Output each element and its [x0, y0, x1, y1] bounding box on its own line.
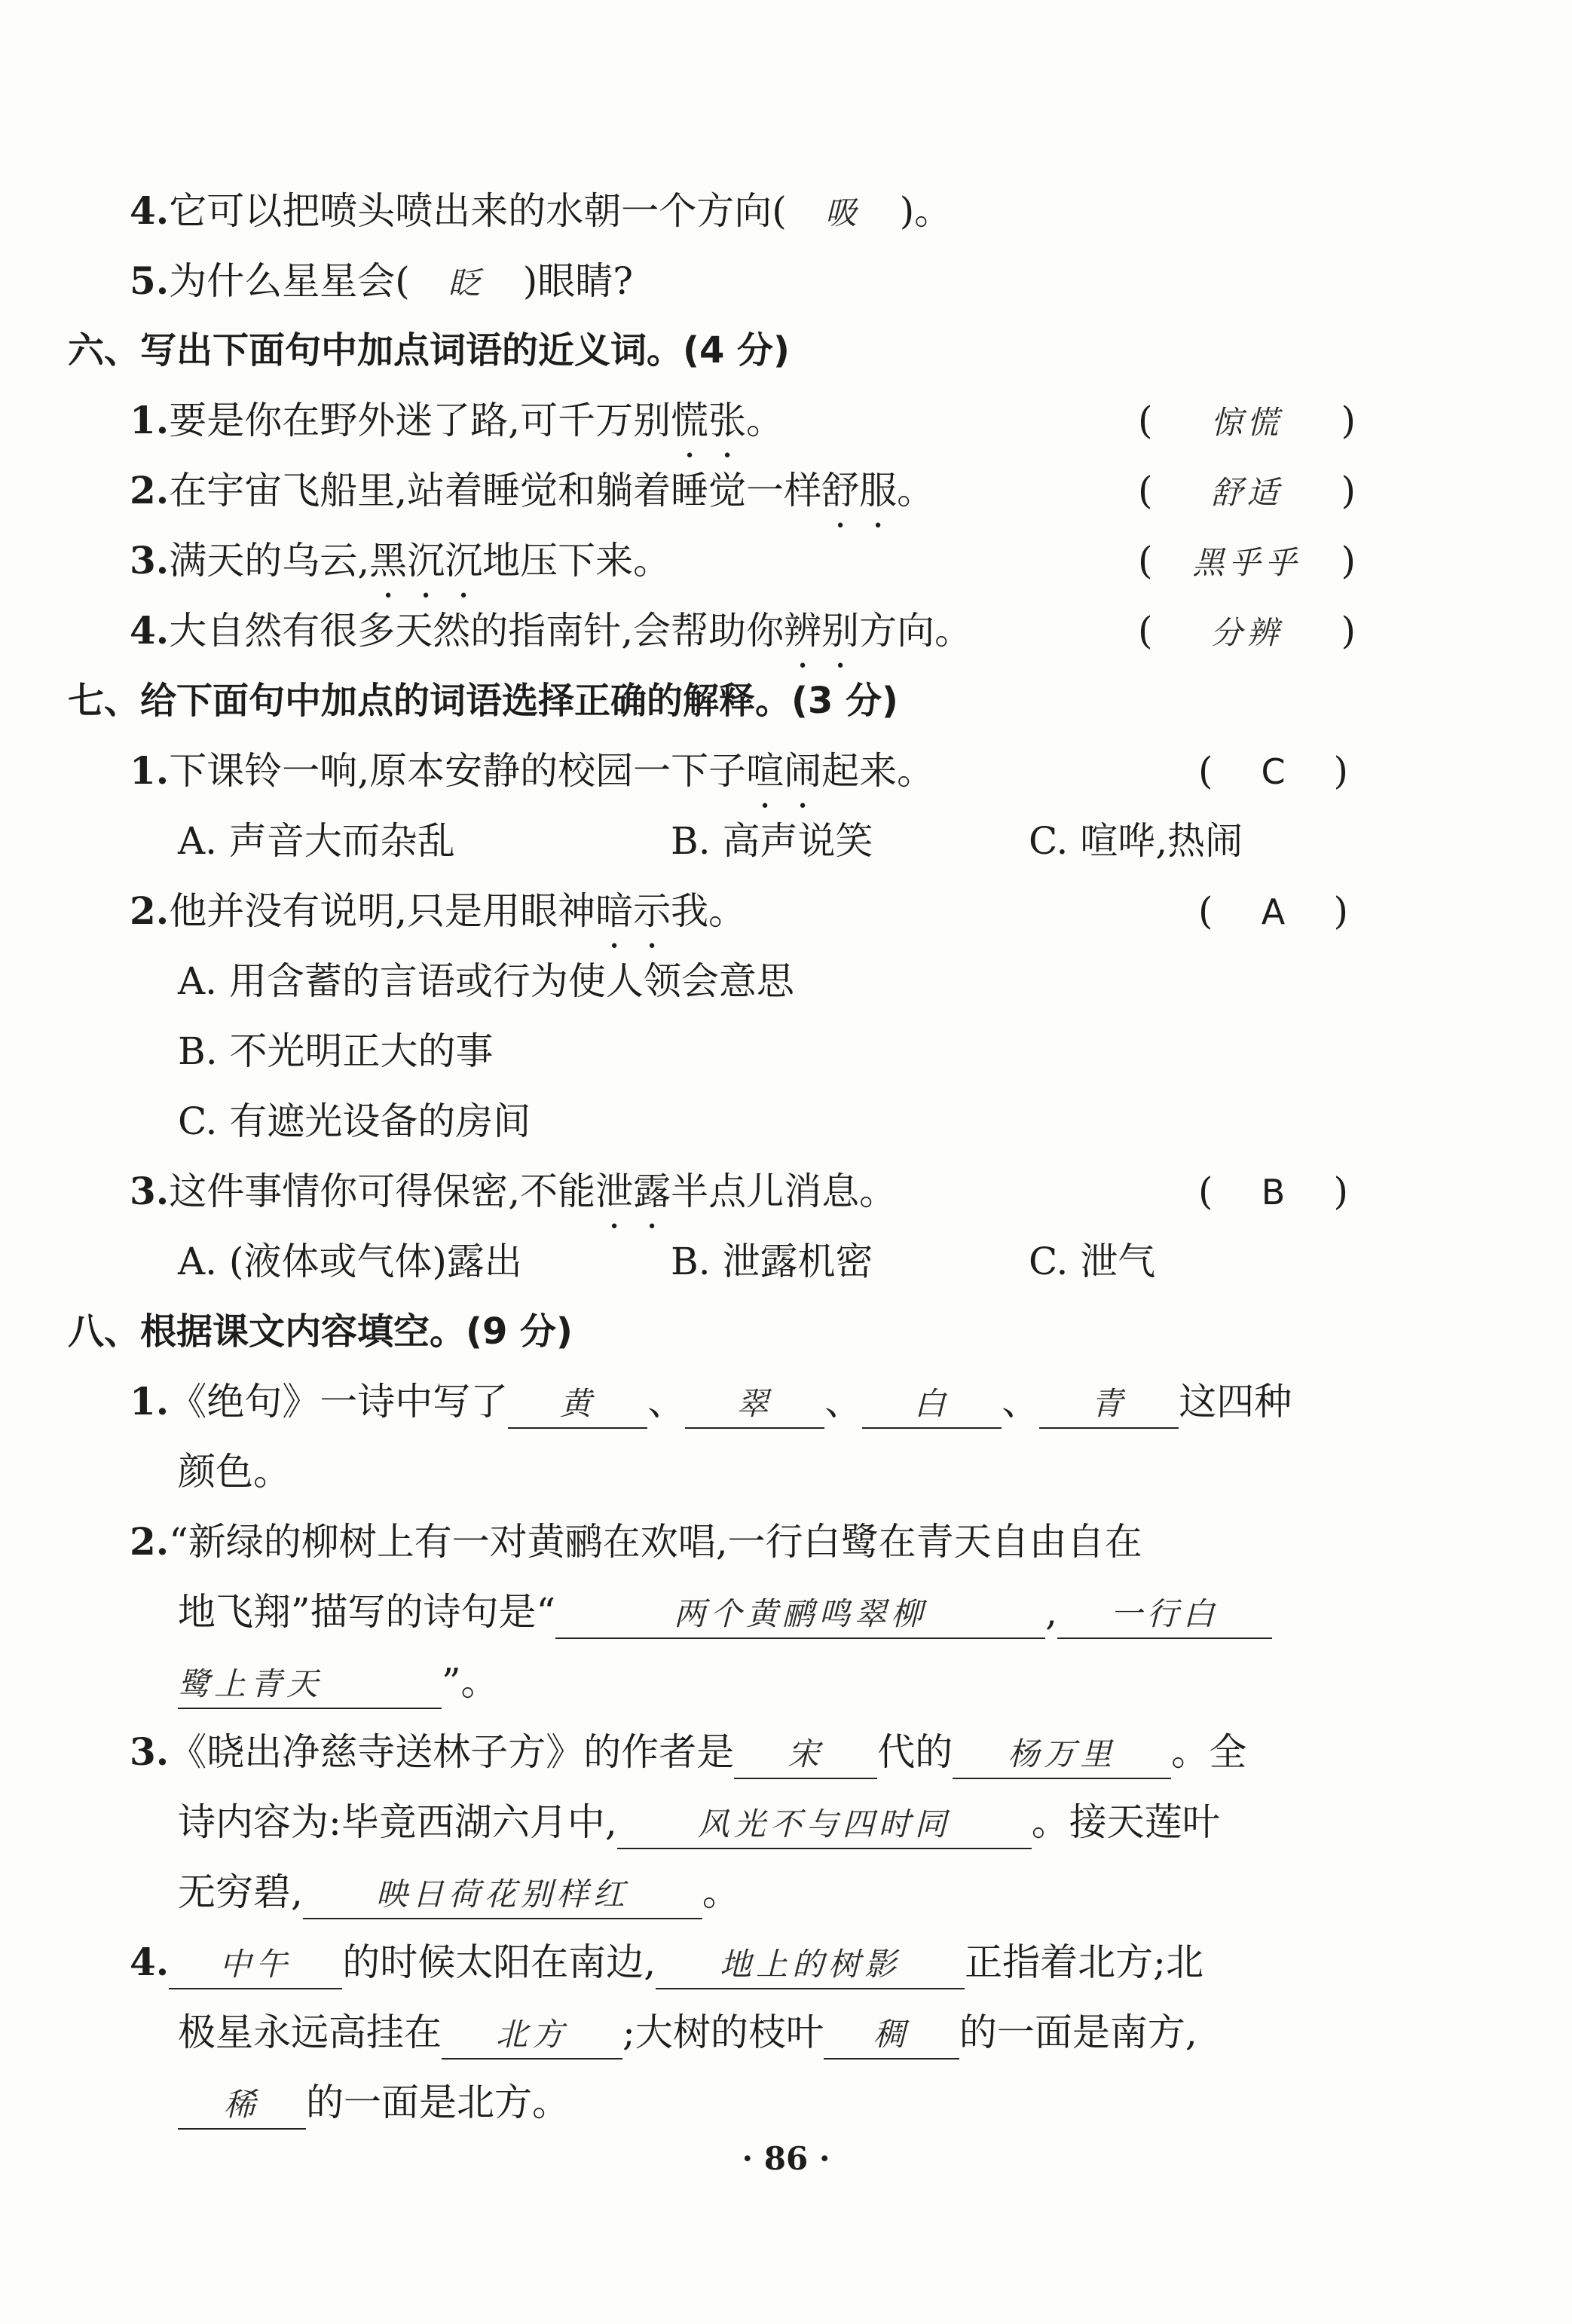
- s7-q3: 3.这件事情你可得保密,不能泄露半点儿消息。: [130, 1169, 898, 1213]
- answer-blank[interactable]: 青: [1039, 1381, 1179, 1429]
- s6-answer-1: ( 惊慌 ): [1138, 399, 1356, 442]
- answer-blank[interactable]: 白: [862, 1381, 1002, 1429]
- s8-title: 八、根据课文内容填空。(9 分): [68, 1310, 573, 1353]
- s7-q2: 2.他并没有说明,只是用眼神暗示我。: [130, 888, 747, 933]
- dotted-char: 张: [708, 399, 747, 442]
- answer-blank[interactable]: 杨万里: [953, 1731, 1171, 1779]
- s6-item-4: 4.大自然有很多天然的指南针,会帮助你辨别方向。: [130, 608, 973, 653]
- s8-q4-line2: 极星永远高挂在 北方 ;大树的枝叶 稠 的一面是南方,: [178, 2006, 1197, 2059]
- answer-blank[interactable]: 黄: [508, 1381, 647, 1429]
- s7-q1: 1.下课铃一响,原本安静的校园一下子喧闹起来。: [130, 748, 935, 793]
- answer-blank[interactable]: 鹭上青天: [178, 1661, 442, 1709]
- s6-title: 六、写出下面句中加点词语的近义词。(4 分): [68, 329, 790, 372]
- s7-q2-option-b: B. 不光明正大的事: [178, 1029, 494, 1073]
- dotted-char: 黑: [369, 539, 408, 583]
- s7-q3-option-b: B. 泄露机密: [671, 1240, 873, 1283]
- dotted-char: 舒: [821, 469, 860, 512]
- s8-q1-line2: 颜色。: [178, 1450, 291, 1494]
- s7-q2-option-c: C. 有遮光设备的房间: [178, 1099, 531, 1143]
- s8-q2-line1: 2.“新绿的柳树上有一对黄鹂在欢唱,一行白鹭在青天自由自在: [130, 1519, 1142, 1564]
- s8-q2-line2: 地飞翔”描写的诗句是“ 两个黄鹂鸣翠柳 , 一行白: [178, 1586, 1272, 1639]
- s6-item-1: 1.要是你在野外迷了路,可千万别慌张。: [130, 398, 784, 442]
- s8-q1: 1.《绝句》一诗中写了 黄 、 翠 、 白 、 青 这四种: [130, 1375, 1292, 1429]
- s6-answer-2: ( 舒适 ): [1138, 469, 1356, 512]
- dotted-char: 慌: [671, 399, 709, 442]
- dotted-char: 喧: [746, 749, 784, 793]
- answer-blank[interactable]: 宋: [734, 1731, 877, 1779]
- answer-blank[interactable]: 一行白: [1057, 1591, 1272, 1639]
- s7-q3-option-c: C. 泄气: [1029, 1240, 1156, 1283]
- dotted-char: 闹: [784, 749, 822, 793]
- s7-q1-option-b: B. 高声说笑: [671, 819, 873, 863]
- dotted-char: 辨: [784, 609, 822, 653]
- answer-blank[interactable]: 稀: [178, 2081, 306, 2130]
- answer-blank[interactable]: 中午: [169, 1941, 342, 1989]
- s6-item-3: 3.满天的乌云,黑沉沉地压下来。: [130, 538, 671, 583]
- s8-q4-line3: 稀 的一面是北方。: [178, 2076, 570, 2130]
- answer-blank[interactable]: 翠: [685, 1381, 824, 1429]
- answer-blank[interactable]: 稠: [824, 2011, 959, 2059]
- s6-answer-4: ( 分辨 ): [1138, 609, 1356, 653]
- s8-q4-line1: 4. 中午 的时候太阳在南边, 地上的树影 正指着北方;北: [130, 1936, 1203, 1989]
- answer-blank[interactable]: 两个黄鹂鸣翠柳: [555, 1591, 1045, 1639]
- s7-q1-option-a: A. 声音大而杂乱: [178, 819, 455, 863]
- s7-answer-2: ( A ): [1198, 889, 1349, 933]
- page-number: · 86 ·: [742, 2140, 830, 2177]
- s8-q2-line3: 鹭上青天 ”。: [178, 1656, 499, 1709]
- dotted-char: 暗: [595, 889, 634, 933]
- dotted-char: 服: [859, 469, 898, 512]
- s8-q3-line2: 诗内容为:毕竟西湖六月中, 风光不与四时同 。接天莲叶: [178, 1796, 1220, 1849]
- dotted-char: 沉: [445, 539, 483, 583]
- dotted-char: 露: [633, 1170, 671, 1213]
- s7-q3-option-a: A. (液体或气体)露出: [178, 1240, 522, 1283]
- answer-blank[interactable]: 映日荷花别样红: [303, 1871, 702, 1919]
- s6-item-2: 2.在宇宙飞船里,站着睡觉和躺着睡觉一样舒服。: [130, 468, 935, 512]
- s8-q3-line3: 无穷碧, 映日荷花别样红 。: [178, 1866, 740, 1919]
- s7-title: 七、给下面句中加点的词语选择正确的解释。(3 分): [68, 680, 898, 722]
- s8-q3-line1: 3.《晓出净慈寺送林子方》的作者是 宋 代的 杨万里 。全: [130, 1726, 1246, 1779]
- answer-blank[interactable]: 风光不与四时同: [617, 1801, 1032, 1849]
- dotted-char: 示: [633, 889, 671, 933]
- s7-answer-3: ( B ): [1198, 1170, 1349, 1213]
- s5-item-4: 4.它可以把喷头喷出来的水朝一个方向( 吸 )。: [130, 188, 953, 233]
- dotted-char: 别: [821, 609, 860, 653]
- answer-blank[interactable]: 地上的树影: [656, 1941, 965, 1989]
- dotted-char: 泄: [595, 1170, 634, 1213]
- s7-q1-option-c: C. 喧哗,热闹: [1029, 819, 1243, 863]
- s5-item-5: 5.为什么星星会( 眨 )眼睛?: [130, 258, 634, 303]
- dotted-char: 沉: [407, 539, 445, 583]
- answer-blank[interactable]: 北方: [442, 2011, 622, 2059]
- s7-q2-option-a: A. 用含蓄的言语或行为使人领会意思: [178, 959, 794, 1003]
- s6-answer-3: ( 黑乎乎 ): [1138, 539, 1356, 583]
- s7-answer-1: ( C ): [1198, 749, 1349, 793]
